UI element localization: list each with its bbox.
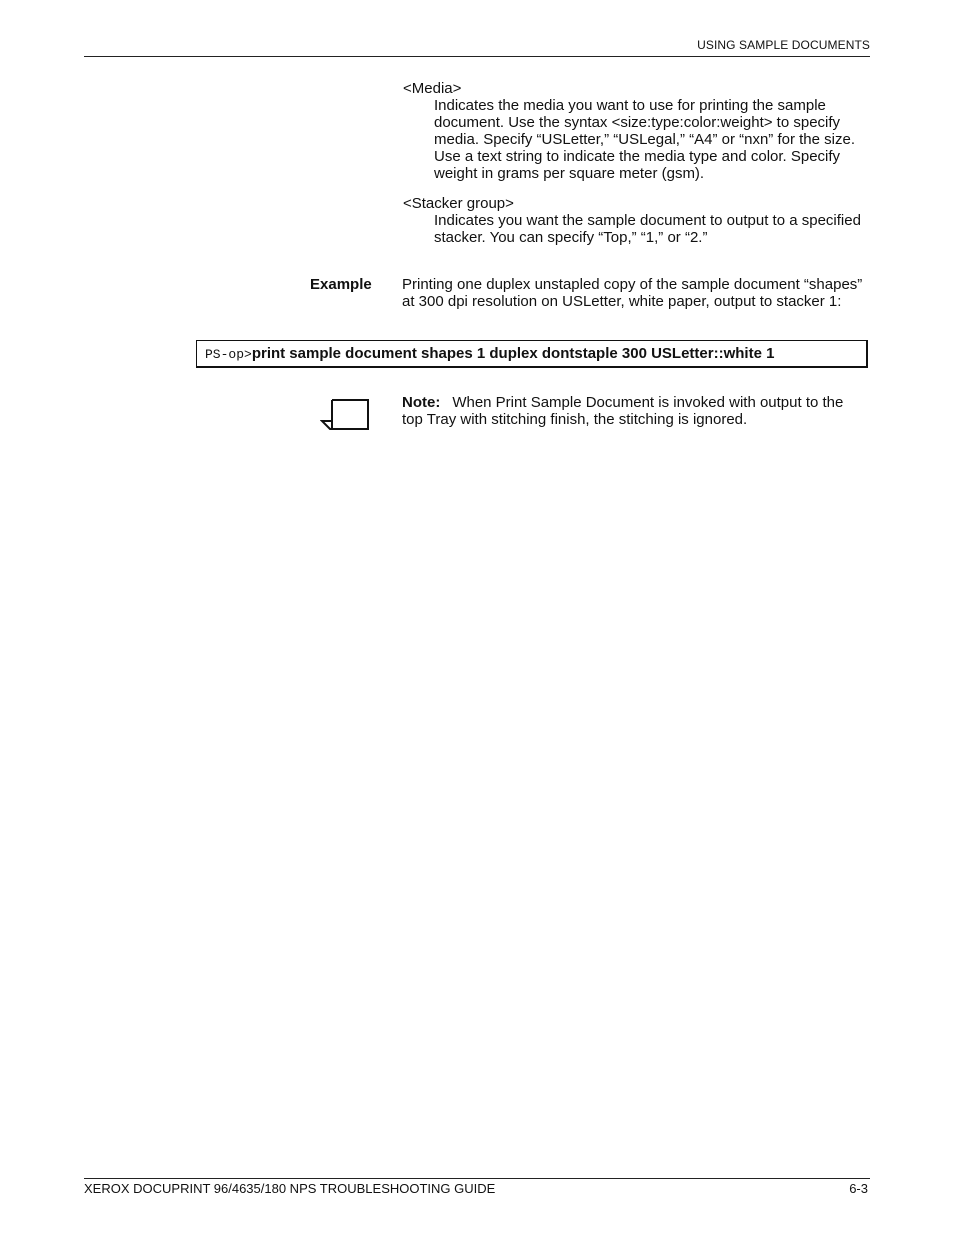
example-label: Example: [310, 276, 372, 293]
parameter-term: <Stacker group>: [403, 195, 514, 212]
parameter-term: <Media>: [403, 80, 462, 97]
command-prompt: PS-op>: [205, 347, 252, 362]
parameter-description: Indicates the media you want to use for printing the sample document. Use the syntax <size:type:color:weight> to specify media. Specify “USLetter,” “USLegal,” “A4” or “nxn” for the size. Use a text string to indicate the media type and color. Specify weight in grams per square meter (gsm).: [434, 97, 855, 182]
example-text: Printing one duplex unstapled copy of the sample document “shapes” at 300 dpi resolution on USLetter, white paper, output to stacker 1:: [402, 276, 863, 310]
parameter-media: [403, 80, 873, 182]
footer-title: XEROX DOCUPRINT 96/4635/180 NPS TROUBLESHOOTING GUIDE: [84, 1181, 496, 1196]
running-header: USING SAMPLE DOCUMENTS: [697, 38, 870, 52]
command-box: [196, 340, 868, 368]
parameter-stacker-group: [403, 195, 873, 246]
note-text: When Print Sample Document is invoked with output to the top Tray with stitching finish, the stitching is ignored.: [402, 394, 844, 428]
page-number: 6-3: [849, 1181, 868, 1196]
command-text: print sample document shapes 1 duplex dontstaple 300 USLetter::white 1: [251, 345, 775, 362]
note-label: Note:: [402, 394, 441, 411]
note-page-icon: [320, 398, 370, 432]
parameter-description: Indicates you want the sample document to output to a specified stacker. You can specify “Top,” “1,” or “2.”: [434, 212, 861, 246]
header-rule: [84, 56, 870, 57]
footer-rule: [84, 1178, 870, 1179]
note: [402, 394, 868, 428]
